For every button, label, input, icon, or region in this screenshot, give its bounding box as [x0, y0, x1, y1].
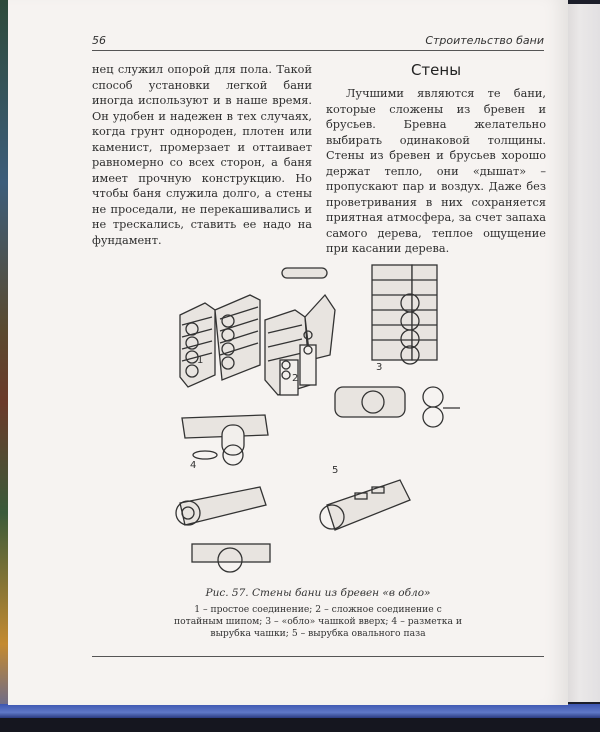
running-title: Строительство бани	[425, 34, 544, 47]
caption-legend: 1 – простое соединение; 2 – сложное соединение с потайным шипом; 3 – «обло» чашкой вверх; 4 – разметка и вырубка чашки; 5 – вырубка овального паза	[173, 604, 463, 639]
page-edge	[566, 4, 600, 702]
page-header	[92, 32, 544, 51]
left-column	[92, 62, 312, 248]
page-number: 56	[92, 34, 106, 47]
figure-label-3: 3	[376, 362, 383, 373]
figure-log-joints	[160, 255, 550, 585]
figure-label-4: 4	[190, 460, 197, 471]
caption-title: Рис. 57. Стены бани из бревен «в обло»	[205, 587, 431, 599]
joint-1-drawing	[180, 295, 260, 387]
right-column	[326, 62, 546, 257]
scan-background	[0, 718, 600, 732]
book-cover-bottom	[0, 704, 600, 718]
joint-2-drawing	[265, 295, 335, 395]
joint-3-drawing	[372, 265, 437, 364]
body-paragraph: Лучшими являются те бани, которые сложены из бревен и брусьев. Бревна желательно выбирать одинаковой толщины. Стены из бревен и брусьев хорошо держат тепло, они «дышат» – пропускают пар и воздух. Даже без проветривания в них сохраняется приятная атмосфера, за счет запаха самого дерева, теплое ощущение при касании дерева.	[326, 87, 546, 255]
joint-4-drawing	[176, 415, 270, 572]
body-paragraph: нец служил опорой для пола. Такой способ установки легкой бани иногда используют и в наше время. Он удобен и надежен в тех случаях, когда грунт однороден, плотен или каменист, промерзает и оттаивает равномерно со всех сторон, а баня имеет прочную конструкцию. Но чтобы баня служила долго, а стены не проседали, не перекашивались и не трескались, ставить ее надо на фундамент.	[92, 63, 312, 247]
joint-5-drawing	[320, 480, 410, 530]
footer-rule	[92, 656, 544, 657]
log-joint-illustrations	[160, 255, 550, 585]
figure-label-5: 5	[332, 465, 339, 476]
figure-label-2: 2	[292, 373, 299, 384]
figure-caption	[92, 586, 544, 640]
section-title: Стены	[410, 61, 462, 79]
figure-label-1: 1	[197, 355, 204, 366]
